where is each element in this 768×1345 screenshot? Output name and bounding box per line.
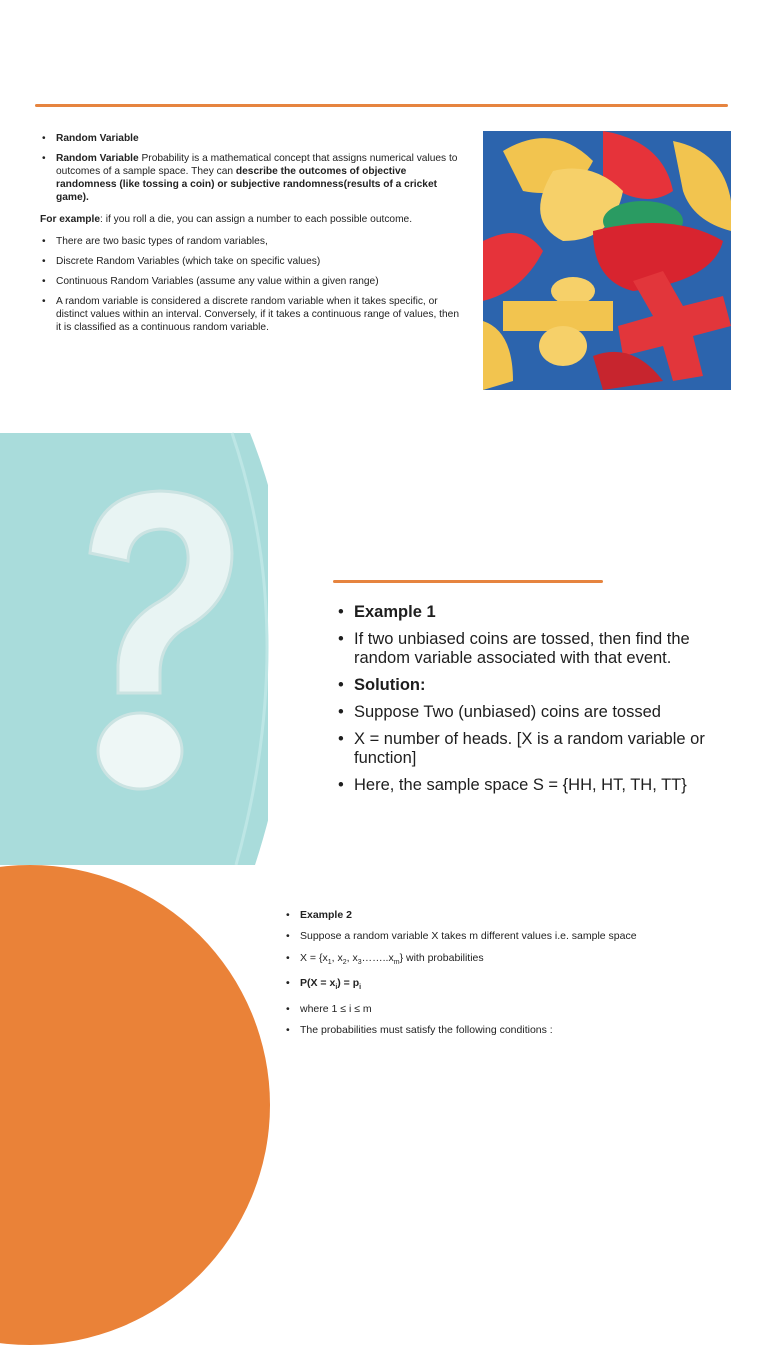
list-item: [286, 1003, 726, 1016]
example2-bullet-list: [286, 909, 726, 1046]
formula-subscript: 2: [342, 958, 347, 966]
list-item: [338, 703, 718, 722]
list-item: [286, 977, 726, 994]
example1-accent-rule: [333, 580, 603, 583]
list-item: [338, 676, 718, 695]
bullet-text: Probability is a mathematical concept that assigns numerical values to outcomes of a sample space. They can: [56, 153, 458, 177]
slide-random-variable: [0, 0, 768, 420]
list-item: [338, 776, 718, 795]
solution-step: Here, the sample space S = {HH, HT, TH, TT}: [354, 776, 687, 794]
example-text: Suppose a random variable X takes m different values i.e. sample space: [300, 930, 637, 943]
formula-part: X = {x: [300, 951, 328, 964]
list-item: [286, 952, 726, 969]
formula-part: ) = p: [337, 977, 360, 990]
formula-part: , x: [331, 951, 343, 964]
list-item: [40, 132, 460, 145]
example-question: If two unbiased coins are tossed, then find the random variable associated with that event.: [354, 630, 690, 667]
types-bullet-list: [40, 235, 460, 341]
formula-subscript: 3: [357, 958, 362, 966]
formula-part: P(X = x: [300, 977, 336, 990]
bullet-bold-text: describe the outcomes of objective randomness (like tossing a coin) or subjective randomness(results of a cricket game).: [56, 166, 438, 203]
slide-example-2: [0, 865, 768, 1037]
example-title: Example 2: [300, 909, 352, 921]
slide-example-1: [0, 433, 768, 865]
solution-step: Suppose Two (unbiased) coins are tossed: [354, 703, 661, 721]
example-label: For example: [40, 214, 101, 225]
top-accent-rule: [35, 104, 728, 107]
formula-part: , x: [346, 951, 358, 964]
formula-part: ……..x: [361, 951, 394, 964]
conditions-text: The probabilities must satisfy the following conditions :: [300, 1024, 553, 1037]
example-text: : if you roll a die, you can assign a number to each possible outcome.: [100, 214, 413, 225]
orange-decoration: [0, 865, 270, 1345]
bullet-term: Random Variable: [56, 153, 139, 164]
list-item: • Continuous Random Variables (assume any value within a given range): [40, 275, 460, 288]
formula-part: } with probabilities: [399, 951, 484, 964]
example-paragraph: [40, 213, 460, 226]
colorful-numbers-image: [483, 131, 731, 390]
list-item: [338, 730, 718, 768]
range-condition: where 1 ≤ i ≤ m: [300, 1002, 372, 1015]
formula-subscript: i: [335, 984, 338, 992]
list-item: [338, 630, 718, 668]
list-item: [40, 152, 460, 204]
formula-subscript: 1: [327, 958, 332, 966]
list-item: • Discrete Random Variables (which take on specific values): [40, 255, 460, 268]
example-title: Example 1: [354, 603, 436, 621]
formula-subscript: m: [393, 958, 400, 966]
list-item: [286, 1024, 726, 1037]
formula-subscript: i: [359, 984, 362, 992]
example1-bullet-list: [338, 603, 718, 803]
list-item: [286, 930, 726, 943]
intro-bullet-list: [40, 132, 460, 211]
list-item: • A random variable is considered a discrete random variable when it takes specific, or distinct values within an interval. Conversely, if it takes a continuous range of values, then it is classified as a continuous random variable.: [40, 295, 460, 334]
list-item: [338, 603, 718, 622]
list-item: • There are two basic types of random variables,: [40, 235, 460, 248]
list-item: [286, 909, 726, 922]
solution-label: Solution:: [354, 676, 426, 694]
solution-step: X = number of heads. [X is a random variable or function]: [354, 730, 705, 767]
bullet-title: Random Variable: [56, 133, 139, 144]
